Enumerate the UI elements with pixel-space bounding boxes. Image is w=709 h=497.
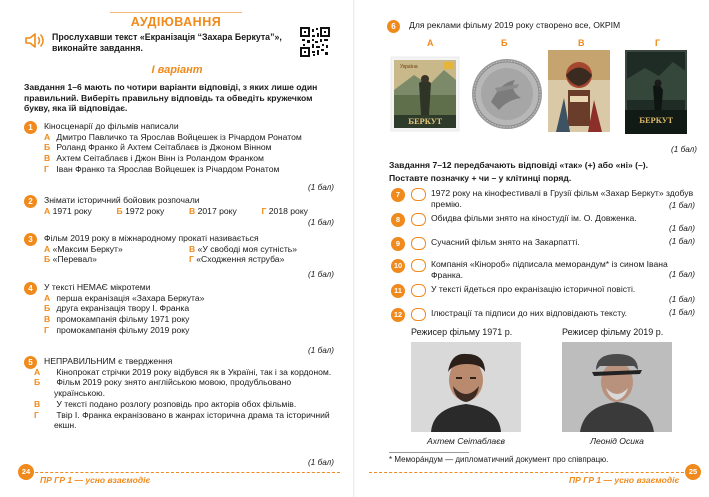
instructions-mark: Поставте позначку + чи – у клітинці поряд. (389, 173, 572, 183)
footer-text: ПР ГР 1 — усно взаємодіє (569, 475, 680, 485)
question-4 (24, 282, 334, 355)
points-label: (1 бал) (669, 308, 695, 317)
question-number: 9 (391, 237, 405, 251)
question-text: НЕПРАВИЛЬНИМ є твердження (44, 356, 173, 366)
instructions-7-12: Завдання 7–12 передбачають відповіді «так» (+) або «ні» (–). (389, 160, 649, 170)
statement-text: Сучасний фільм знято на Закарпатті. (431, 237, 580, 247)
svg-text:БЕРКУТ: БЕРКУТ (408, 117, 442, 126)
question-text: У тексті НЕМАЄ мікротеми (44, 282, 151, 292)
question-5 (24, 356, 334, 467)
question-1 (24, 121, 334, 192)
points-label: (1 бал) (308, 270, 334, 279)
right-page (355, 0, 709, 497)
option-c[interactable]: В Ахтем Сеітаблаєв і Джон Вінн із Роландом Франком (44, 153, 264, 164)
points-label: (1 бал) (308, 218, 334, 227)
option-letter-a[interactable]: А (427, 38, 434, 48)
option-a[interactable]: А Кінопрокат стрічки 2019 року відбувся як в Україні, так і за кордоном. (34, 366, 332, 377)
variant-heading: І варіант (151, 64, 203, 76)
question-number: 11 (391, 284, 405, 298)
question-number: 8 (391, 213, 405, 227)
statement-text: 1972 року на кінофестивалі в Грузії фільм «Захар Беркут» здобув премію. (431, 188, 694, 209)
question-3 (24, 233, 334, 279)
statement-text: Ілюстрації та підписи до них відповідають тексту. (431, 308, 628, 318)
option-letter-b[interactable]: Б (501, 38, 508, 48)
listen-instruction: Прослухавши текст «Екранізація “Захара Беркута”», виконайте завдання. (52, 32, 282, 53)
option-b[interactable]: Б 1972 року (116, 205, 165, 216)
statement-text: Обидва фільми знято на кіностудії ім. О. Довженка. (431, 213, 637, 223)
page-number: 25 (685, 464, 701, 480)
yesno-item-11 (394, 284, 695, 304)
answer-box[interactable] (411, 213, 426, 226)
option-letter-c[interactable]: В (578, 38, 585, 48)
question-number: 5 (24, 356, 37, 369)
option-d[interactable]: Г Іван Франко та Ярослав Войцешек із Річардом Ронатом (44, 163, 280, 174)
page-number: 24 (18, 464, 34, 480)
option-letter-d[interactable]: Г (655, 38, 661, 48)
points-label: (1 бал) (669, 237, 695, 246)
image-option-letters (389, 38, 699, 50)
question-number: 7 (391, 188, 405, 202)
option-c[interactable]: В У тексті подано розлогу розповідь про акторів обох фільмів. (34, 398, 297, 409)
footer-divider (20, 472, 340, 473)
answer-box[interactable] (411, 284, 426, 297)
postage-stamp-image[interactable] (389, 55, 461, 133)
option-c[interactable]: В промокампанія фільму 1971 року (44, 314, 190, 325)
option-d[interactable]: Г «Сходження яструба» (189, 254, 285, 265)
option-a[interactable]: А 1971 року (44, 205, 92, 216)
option-c[interactable]: В 2017 року (189, 205, 237, 216)
director-photo-1 (411, 342, 521, 432)
director-photo-2 (562, 342, 672, 432)
film-poster-1-image[interactable] (548, 50, 610, 132)
option-b[interactable]: Б «Перевал» (44, 254, 97, 265)
option-d[interactable]: Г Твір І. Франка екранізовано в жанрах історична драма та історичний екшн. (34, 409, 330, 431)
question-2 (24, 195, 334, 227)
instructions-1-6: Завдання 1–6 мають по чотири варіанти відповіді, з яких лише один правильний. Виберіть правильну відповідь та обведіть кружечком букву, яка їй відповідає. (24, 82, 318, 114)
director-2019-caption: Режисер фільму 2019 р. (562, 327, 664, 337)
question-number: 4 (24, 282, 37, 295)
answer-box[interactable] (411, 308, 426, 321)
question-text: Фільм 2019 року в міжнародному прокаті називається (44, 233, 259, 243)
option-b[interactable]: Б Роланд Франко й Ахтем Сеітаблаєв із Джоном Вінном (44, 142, 272, 153)
speaker-icon (24, 32, 46, 49)
yesno-item-10 (393, 259, 695, 280)
points-label: (1 бал) (669, 201, 695, 210)
points-label: (1 бал) (308, 458, 334, 467)
question-6 (389, 20, 699, 31)
question-number: 12 (391, 308, 405, 322)
points-label: (1 бал) (669, 295, 695, 304)
yesno-item-7 (395, 188, 695, 210)
points-label: (1 бал) (308, 346, 334, 355)
question-number: 2 (24, 195, 37, 208)
footnote-divider (389, 452, 469, 453)
question-text: Кіносценарії до фільмів написали (44, 121, 179, 131)
commemorative-coin-image[interactable] (471, 58, 543, 130)
answer-box[interactable] (411, 188, 426, 201)
option-b[interactable]: Б Фільм 2019 року знято англійською мовою, продубльовано українською. (34, 377, 292, 399)
option-b[interactable]: Б друга екранізація твору І. Франка (44, 303, 190, 314)
question-text: Для реклами фільму 2019 року створено все, ОКРІМ (409, 20, 621, 30)
footer-divider (369, 472, 689, 473)
footnote: * Меморáндум — дипломатичний документ про співпрацю. (389, 455, 609, 464)
qr-code-icon (300, 27, 330, 57)
yesno-item-8 (395, 213, 695, 233)
question-text: Знімати історичний бойовик розпочали (44, 195, 200, 205)
left-page (0, 0, 354, 497)
points-label: (1 бал) (669, 270, 695, 279)
question-number: 3 (24, 233, 37, 246)
director-1971-caption: Режисер фільму 1971 р. (411, 327, 513, 337)
svg-text:Україна: Україна (400, 64, 418, 70)
answer-box[interactable] (411, 259, 426, 272)
section-title: АУДІЮВАННЯ (110, 12, 242, 31)
question-number: 6 (387, 20, 400, 33)
option-d[interactable]: Г промокампанія фільму 2019 року (44, 324, 190, 335)
question-number: 1 (24, 121, 37, 134)
option-a[interactable]: А «Максим Беркут» (44, 243, 123, 254)
director-1-name: Ахтем Сеітаблаєв (427, 436, 505, 446)
answer-box[interactable] (411, 237, 426, 250)
director-2-name: Леонід Осика (590, 436, 644, 446)
question-number: 10 (391, 259, 405, 273)
film-poster-2-image[interactable] (625, 50, 687, 134)
svg-text:БЕРКУТ: БЕРКУТ (639, 116, 673, 125)
statement-text: Компанія «Кінороб» підписала меморандум* із сином Івана Франка. (431, 259, 668, 280)
points-label: (1 бал) (669, 224, 695, 233)
footer-text: ПР ГР 1 — усно взаємодіє (40, 475, 151, 485)
option-c[interactable]: В «У свободі моя сутність» (189, 243, 298, 254)
yesno-item-9 (395, 237, 695, 248)
points-label: (1 бал) (671, 145, 697, 154)
statement-text: У тексті йдеться про екранізацію історичної повісті. (431, 284, 636, 294)
yesno-item-12 (393, 308, 695, 319)
option-a[interactable]: А перша екранізація «Захара Беркута» (44, 292, 205, 303)
points-label: (1 бал) (308, 183, 334, 192)
option-d[interactable]: Г 2018 року (261, 205, 308, 216)
option-a[interactable]: А Дмитро Павличко та Ярослав Войцешек із Річардом Ронатом (44, 131, 302, 142)
